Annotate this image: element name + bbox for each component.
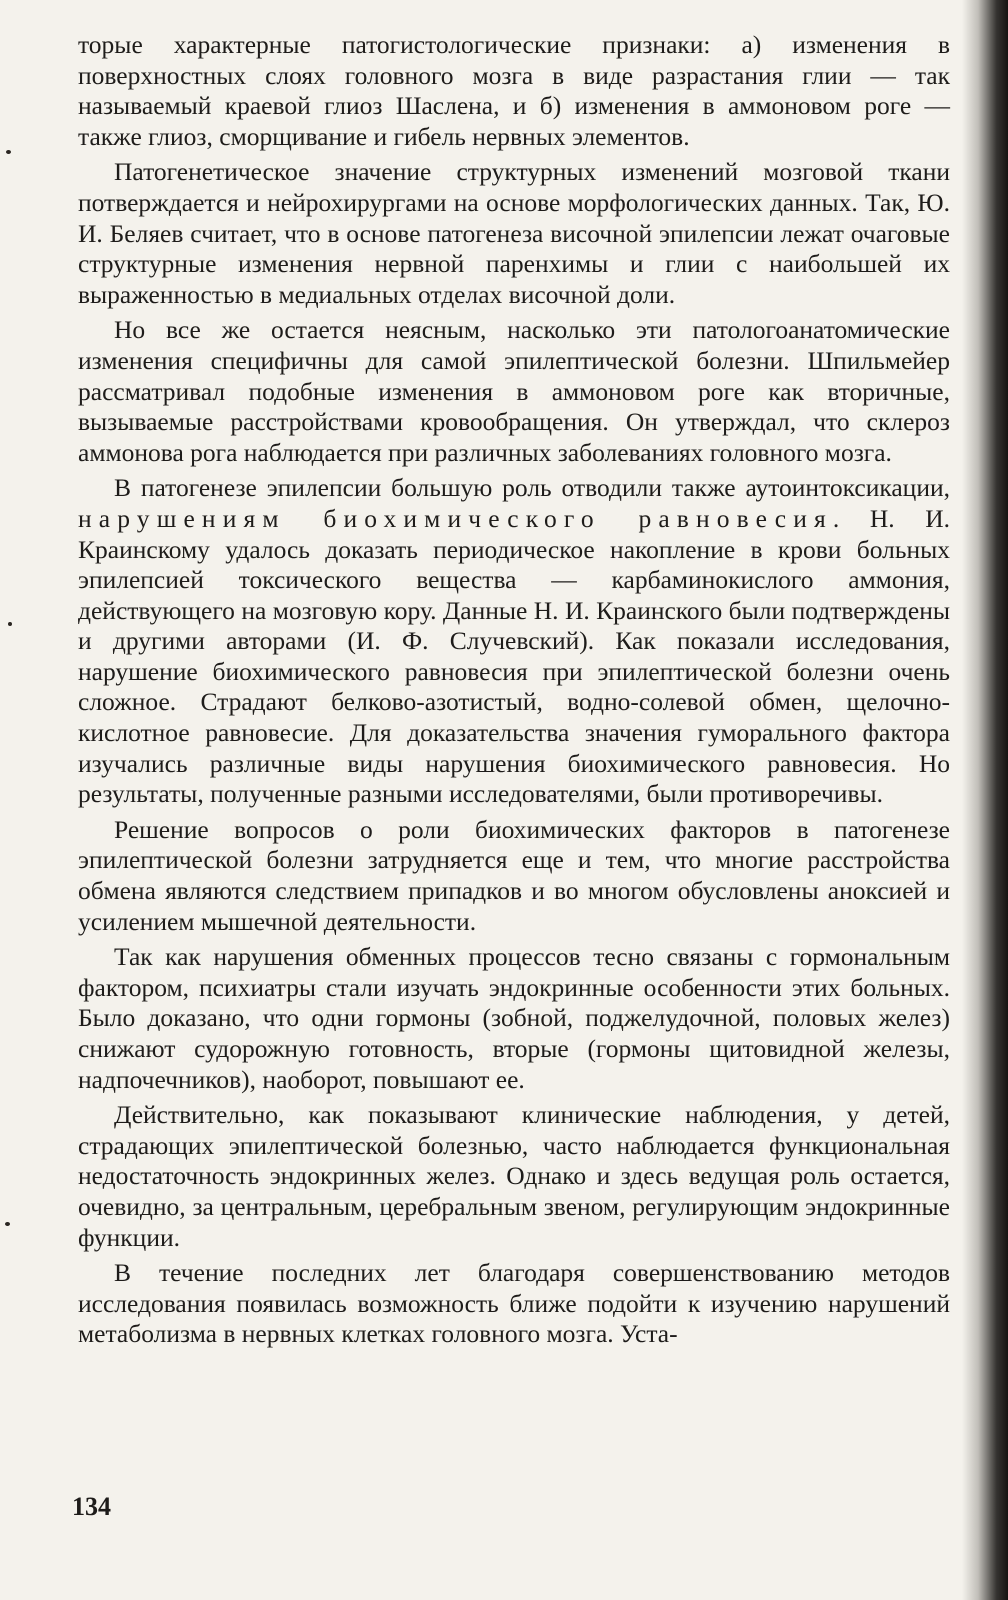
paragraph <box>78 473 950 810</box>
paragraph-text: . Н. И. Краинскому удалось доказать периодическое накопление в крови больных эпилепсией токсического вещества — карбаминокислого аммония, действующего на мозговую кору. Данные Н. И. Краинского были подтверждены и другими авторами (И. Ф. Случевский). Как показали исследования, нарушение биохимического равновесия при эпилептической болезни очень сложное. Страдают белково-азотистый, водно-солевой обмен, щелочно-кислотное равновесие. Для доказательства значения гуморального фактора изучались различные виды нарушения биохимического равновесия. Но результаты, полученные разными исследователями, были противоречивы. <box>78 503 950 809</box>
spaced-emphasis: нарушениям биохимического равновесия <box>78 503 833 533</box>
paragraph: В течение последних лет благодаря совершенствованию методов исследования появилась возможность ближе подойти к изучению нарушений метаболизма в нервных клетках головного мозга. Уста- <box>78 1258 950 1349</box>
paragraph: Так как нарушения обменных процессов тесно связаны с гормональным фактором, психиатры стали изучать эндокринные особенности этих больных. Было доказано, что одни гормоны (зобной, поджелудочной, половых желез) снижают судорожную готовность, вторые (гормоны щитовидной железы, надпочечников), наоборот, повышают ее. <box>78 942 950 1094</box>
page-number: 134 <box>72 1492 111 1521</box>
scan-dark-edge <box>962 0 1008 1600</box>
body-text <box>78 30 950 1355</box>
scan-speck <box>6 150 11 154</box>
scan-speck <box>8 622 12 626</box>
paragraph: Действительно, как показывают клинические наблюдения, у детей, страдающих эпилептической болезнью, часто наблюдается функциональная недостаточность эндокринных желез. Однако и здесь ведущая роль остается, очевидно, за центральным, церебральным звеном, регулирующим эндокринные функции. <box>78 1100 950 1252</box>
paragraph: Патогенетическое значение структурных изменений мозговой ткани потверждается и нейрохирургами на основе морфологических данных. Так, Ю. И. Беляев считает, что в основе патогенеза височной эпилепсии лежат очаговые структурные изменения нервной паренхимы и глии с наибольшей их выраженностью в медиальных отделах височной доли. <box>78 157 950 309</box>
paragraph: Но все же остается неясным, насколько эти патологоанатомические изменения специфичны для самой эпилептической болезни. Шпильмейер рассматривал подобные изменения в аммоновом роге как вторичные, вызываемые расстройствами кровообращения. Он утверждал, что склероз аммонова рога наблюдается при различных заболеваниях головного мозга. <box>78 315 950 467</box>
paragraph-text: В патогенезе эпилепсии большую роль отводили также аутоинтоксикации, <box>114 473 950 503</box>
paragraph: Решение вопросов о роли биохимических факторов в патогенезе эпилептической болезни затрудняется еще и тем, что многие расстройства обмена являются следствием припадков и во многом обусловлены аноксией и усилением мышечной деятельности. <box>78 814 950 936</box>
scan-speck <box>5 1222 10 1226</box>
paragraph: торые характерные патогистологические признаки: а) изменения в поверхностных слоях головного мозга в виде разрастания глии — так называемый краевой глиоз Шаслена, и б) изменения в аммоновом роге — также глиоз, сморщивание и гибель нервных элементов. <box>78 30 950 151</box>
